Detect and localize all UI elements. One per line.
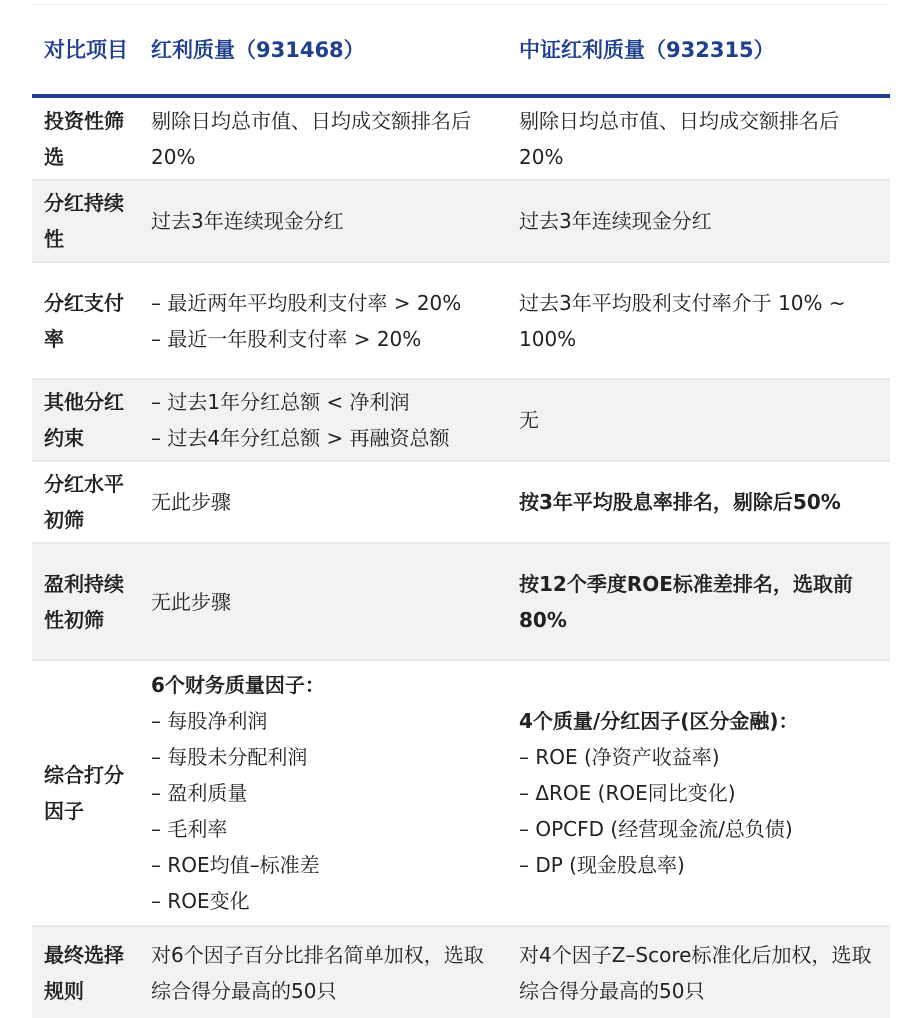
header-index-b: 中证红利质量（932315） bbox=[511, 6, 890, 96]
cell-index-a: 过去3年连续现金分红 bbox=[143, 180, 511, 262]
table-row bbox=[32, 926, 890, 1018]
row-label: 最终选择规则 bbox=[32, 926, 143, 1018]
table-row bbox=[32, 379, 890, 461]
list-item: – DP (现金股息率) bbox=[519, 853, 685, 877]
header-item: 对比项目 bbox=[32, 6, 143, 96]
header-row bbox=[32, 6, 890, 96]
cell-index-a: 无此步骤 bbox=[143, 543, 511, 660]
list-item: – 每股净利润 bbox=[151, 709, 268, 733]
table-row bbox=[32, 461, 890, 543]
cell-index-a bbox=[143, 660, 511, 926]
list-item: – ROE变化 bbox=[151, 889, 250, 913]
factor-list-title: 6个财务质量因子： bbox=[151, 673, 325, 697]
list-item: – ROE (净资产收益率) bbox=[519, 745, 720, 769]
cell-index-a bbox=[143, 379, 511, 461]
row-label: 分红支付率 bbox=[32, 262, 143, 379]
list-item: – ROE均值–标准差 bbox=[151, 853, 320, 877]
top-divider bbox=[32, 4, 890, 5]
cell-index-a bbox=[143, 262, 511, 379]
cell-index-b: 过去3年连续现金分红 bbox=[511, 180, 890, 262]
cell-index-b: 按12个季度ROE标准差排名，选取前80% bbox=[511, 543, 890, 660]
cell-index-b bbox=[511, 660, 890, 926]
factor-list-title: 4个质量/分红因子(区分金融)： bbox=[519, 709, 799, 733]
row-label: 综合打分因子 bbox=[32, 660, 143, 926]
cell-index-b: 过去3年平均股利支付率介于 10% ~ 100% bbox=[511, 262, 890, 379]
cell-index-a: 剔除日均总市值、日均成交额排名后20% bbox=[143, 96, 511, 180]
header-index-a: 红利质量（931468） bbox=[143, 6, 511, 96]
list-item: – 每股未分配利润 bbox=[151, 745, 308, 769]
row-label: 分红持续性 bbox=[32, 180, 143, 262]
list-item: – 过去1年分红总额 < 净利润 bbox=[151, 390, 410, 414]
table-row bbox=[32, 660, 890, 926]
cell-index-a: 无此步骤 bbox=[143, 461, 511, 543]
cell-index-b: 按3年平均股息率排名，剔除后50% bbox=[511, 461, 890, 543]
cell-index-b: 对4个因子Z–Score标准化后加权，选取综合得分最高的50只 bbox=[511, 926, 890, 1018]
cell-index-b: 剔除日均总市值、日均成交额排名后20% bbox=[511, 96, 890, 180]
row-label: 其他分红约束 bbox=[32, 379, 143, 461]
list-item: – 毛利率 bbox=[151, 817, 228, 841]
comparison-table bbox=[32, 6, 890, 1018]
list-item: – 最近两年平均股利支付率 > 20% bbox=[151, 290, 462, 315]
table-row bbox=[32, 262, 890, 379]
cell-index-b: 无 bbox=[511, 379, 890, 461]
row-label: 分红水平初筛 bbox=[32, 461, 143, 543]
table-row bbox=[32, 180, 890, 262]
list-item: – 过去4年分红总额 > 再融资总额 bbox=[151, 426, 450, 450]
row-label: 盈利持续性初筛 bbox=[32, 543, 143, 660]
row-label: 投资性筛选 bbox=[32, 96, 143, 180]
list-item: – 最近一年股利支付率 > 20% bbox=[151, 326, 422, 351]
list-item: – 盈利质量 bbox=[151, 781, 248, 805]
list-item: – ΔROE (ROE同比变化) bbox=[519, 781, 736, 805]
list-item: – OPCFD (经营现金流/总负债) bbox=[519, 817, 793, 841]
cell-index-a: 对6个因子百分比排名简单加权，选取综合得分最高的50只 bbox=[143, 926, 511, 1018]
table-row bbox=[32, 96, 890, 180]
table-row bbox=[32, 543, 890, 660]
